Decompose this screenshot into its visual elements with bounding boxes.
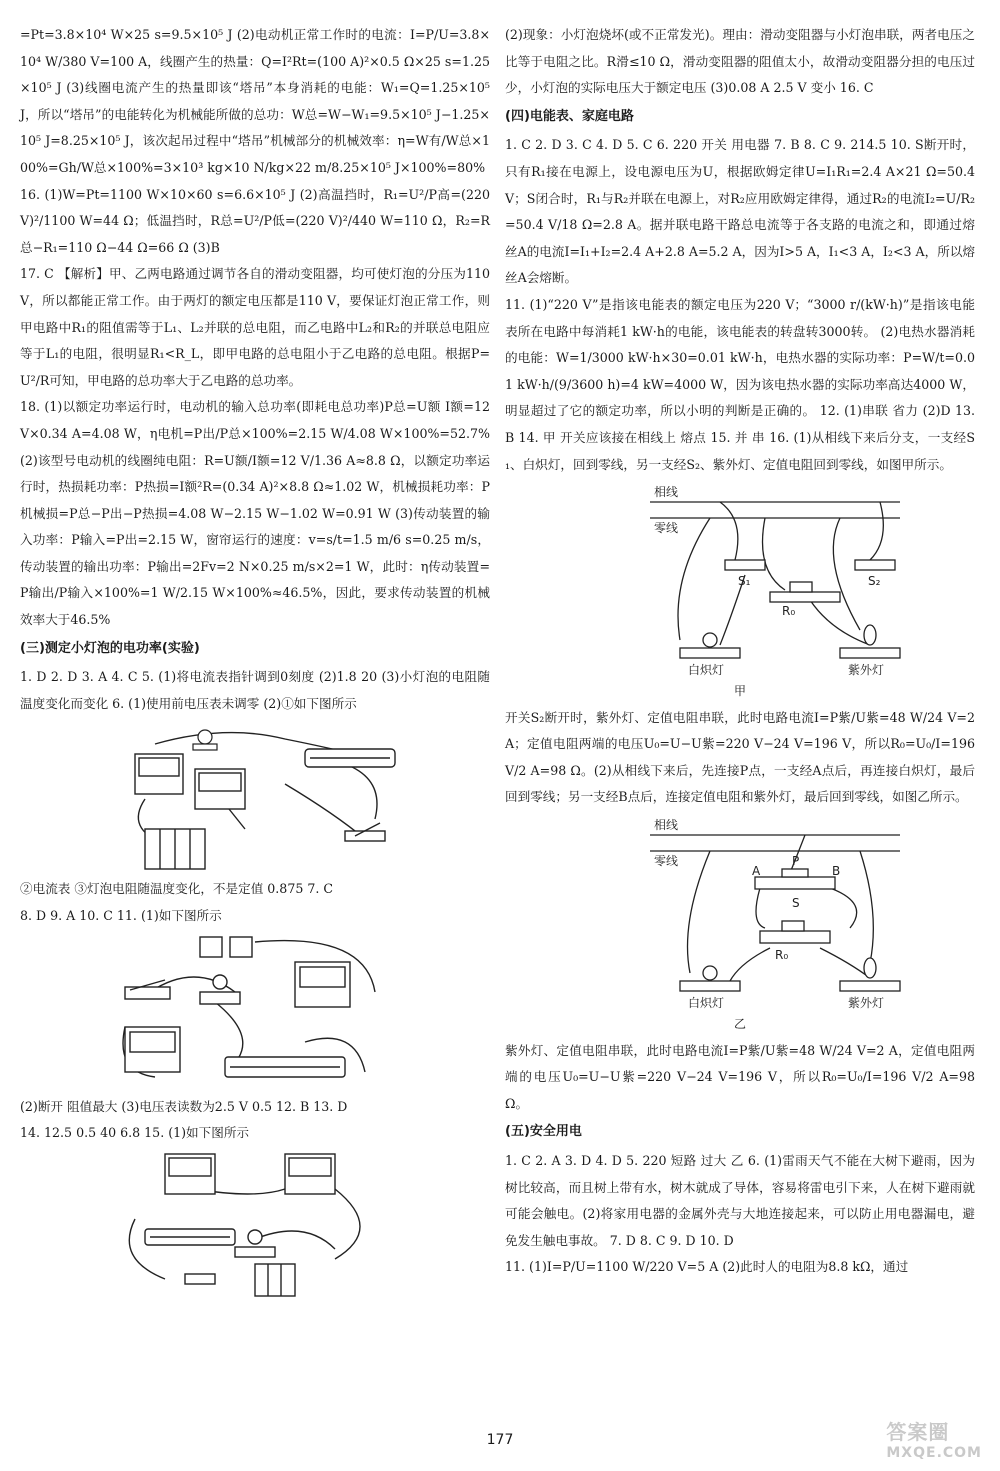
answer-17: 17. C 【解析】甲、乙两电路通过调节各自的滑动变阻器，均可使灯泡的分压为110 V，所以都能正常工作。由于两灯的额定电压都是110 V，要保证灯泡正常工作，则甲电路中R₁的阻值需等于L₁、L₂并联的总电阻，而乙电路中L₂和R₂的并联总电阻应等于L₁的电阻，很明显R₁<R_L，即甲电路的总电阻小于乙电路的总电阻。根据P=U²/R可知，甲电路的总功率大于乙电路的总功率。 bbox=[20, 266, 490, 388]
circuit-figure-3 bbox=[105, 1149, 405, 1299]
point-b-label: B bbox=[832, 864, 841, 879]
section-heading-4: (四)电能表、家庭电路 bbox=[505, 108, 634, 124]
answer-16: 16. (1)W=Pt=1100 W×10×60 s=6.6×10⁵ J (2)高温挡时，R₁=U²/P高=(220 V)²/1100 W=44 Ω；低温挡时，R总=U²/P低=(220 V)²/440 W=110 Ω，R₂=R总−R₁=110 Ω−44 Ω=66 Ω (3)B bbox=[20, 186, 490, 255]
answer-3e: 14. 12.5 0.5 40 6.8 15. (1)如下图所示 bbox=[20, 1125, 250, 1141]
answer-3d: (2)断开 阻值最大 (3)电压表读数为2.5 V 0.5 12. B 13. D bbox=[20, 1098, 348, 1114]
incandescent-lamp-label: 白炽灯 bbox=[688, 663, 725, 678]
answer-3b: ②电流表 ③灯泡电阻随温度变化，不是定值 0.875 7. C bbox=[20, 881, 333, 897]
page-number: 177 bbox=[486, 1432, 514, 1448]
wiring-diagram-jia bbox=[570, 480, 910, 680]
answer-18: 18. (1)以额定功率运行时，电动机的输入总功率(即耗电总功率)P总=U额 I额=12 V×0.34 A=4.08 W，η电机=P出/P总×100%=2.15 W/4.08 W×100%=52.7% (2)该型号电动机的线圈纯电阻：R=U额/I额=12 V/1.36 A≈8.8 Ω，以额定功率运行时，热损耗功率：P热损=I额²R=(0.34 A)²×8.8 Ω≈1.02 W，机械损耗功率：P机械损=P总−P出−P热损=4.08 W−2.15 W−1.02 W=0.91 W (3)传动装置的输入功率：P输入=P出=2.15 W，窗帘运行的速度：v=s/t=1.5 m/6 s=0.25 m/s，传动装置的输出功率：P输出=2Fv=2 N×0.25 m/s×2=1 W，此时：η传动装置=P输出/P输入×100%=1 W/2.15 W×100%≈46.5%，因此，要求传动装置的机械效率大于46.5% bbox=[20, 399, 490, 628]
live-wire-label: 相线 bbox=[654, 818, 679, 833]
figure-caption-yi: 乙 bbox=[733, 1017, 746, 1032]
live-wire-label: 相线 bbox=[654, 485, 679, 500]
incandescent-lamp-label: 白炽灯 bbox=[688, 996, 725, 1011]
neutral-wire-label: 零线 bbox=[654, 521, 679, 536]
watermark-logo bbox=[886, 1416, 982, 1461]
answer-continued: (2)现象：小灯泡烧坏(或不正常发光)。理由：滑动变阻器与小灯泡串联，两者电压之比等于电阻之比。R滑≤10 Ω，滑动变阻器的阻值太小，故滑动变阻器分担的电压过少，小灯泡的实际电压大于额定电压 (3)0.08 A 2.5 V 变小 16. C bbox=[505, 27, 975, 96]
uv-lamp-label: 紫外灯 bbox=[848, 996, 885, 1011]
answer-5b: 11. (1)I=P/U=1100 W/220 V=5 A (2)此时人的电阻为8.8 kΩ，通过 bbox=[505, 1259, 909, 1275]
answer-3a: 1. D 2. D 3. A 4. C 5. (1)将电流表指针调到0刻度 (2)1.8 20 (3)小灯泡的电阻随温度变化而变化 6. (1)使用前电压表未调零 (2)①如下图所示 bbox=[20, 669, 490, 711]
left-column bbox=[20, 22, 490, 1301]
watermark-text: 答案圈 bbox=[886, 1420, 950, 1444]
right-column bbox=[505, 22, 975, 1281]
answer-4a: 1. C 2. D 3. C 4. D 5. C 6. 220 开关 用电器 7. B 8. C 9. 214.5 10. S断开时，只有R₁接在电源上，设电源电压为U，根据欧姆定律U=I₁R₁=2.4 A×21 Ω=50.4 V；S闭合时，R₁与R₂并联在电源上，对R₂应用欧姆定律得，通过R₂的电流I₂=U/R₂=50.4 V/18 Ω=2.8 A。据并联电路干路总电流等于各支路的电流之和，即通过熔丝A的电流I=I₁+I₂=2.4 A+2.8 A=5.2 A，因为I>5 A，I₁<3 A，I₂<3 A，所以熔丝A会熔断。 bbox=[505, 137, 975, 286]
watermark-url: MXQE.COM bbox=[886, 1445, 982, 1461]
figure-caption-jia: 甲 bbox=[733, 684, 746, 699]
section-heading-3: (三)测定小灯泡的电功率(实验) bbox=[20, 640, 200, 656]
uv-lamp-label: 紫外灯 bbox=[848, 663, 885, 678]
resistor-r0-label: R₀ bbox=[775, 948, 789, 963]
section-heading-5: (五)安全用电 bbox=[505, 1124, 582, 1140]
answer-block-1: =Pt=3.8×10⁴ W×25 s=9.5×10⁵ J (2)电动机正常工作时的电流：I=P/U=3.8×10⁴ W/380 V=100 A，线圈产生的热量：Q=I²Rt=(100 A)²×0.5 Ω×25 s=1.25×10⁵ J (3)线圈电流产生的热量即该“塔吊”本身消耗的电能：W₁=Q=1.25×10⁵ J，所以“塔吊”的电能转化为机械能所做的总功：W总=W−W₁=9.5×10⁵ J−1.25×10⁵ J=8.25×10⁵ J，该次起吊过程中“塔吊”机械部分的机械效率：η=W有/W总×100%=Gh/W总×100%=3×10³ kg×10 N/kg×22 m/8.25×10⁵ J×100%=80% bbox=[20, 27, 490, 175]
answer-4b: 11. (1)“220 V”是指该电能表的额定电压为220 V；“3000 r/(kW·h)”是指该电能表所在电路中每消耗1 kW·h的电能，该电能表的转盘转3000转。 (2)电热水器消耗的电能：W=1/3000 kW·h×30=0.01 kW·h，电热水器的实际功率：P=W/t=0.01 kW·h/(9/3600 h)=4 kW=4000 W，因为该电热水器的实际功率高达4000 W，明显超过了它的额定功率，所以小明的判断是正确的。 12. (1)串联 省力 (2)D 13. B 14. 甲 开关应该接在相线上 熔点 15. 并 串 16. (1)从相线下来后分支，一支经S₁、白炽灯，回到零线，另一支经S₂、紫外灯、定值电阻回到零线，如图甲所示。 bbox=[505, 296, 975, 472]
switch-s-label: S bbox=[792, 896, 800, 911]
switch-s2-label: S₂ bbox=[868, 574, 881, 589]
point-p-label: P bbox=[792, 854, 800, 869]
answer-4c: 开关S₂断开时，紫外灯、定值电阻串联，此时电路电流I=P紫/U紫=48 W/24 V=2 A；定值电阻两端的电压U₀=U−U紫=220 V−24 V=196 V，所以R₀=U₀/I=196 V/2 A=98 Ω。(2)从相线下来后，先连接P点，一支经A点后，再连接白炽灯，最后回到零线；另一支经B点后，连接定值电阻和紫外灯，最后回到零线，如图乙所示。 bbox=[505, 709, 975, 805]
circuit-figure-1 bbox=[105, 719, 405, 874]
answer-4d: 紫外灯、定值电阻串联，此时电路电流I=P紫/U紫=48 W/24 V=2 A，定值电阻两端的电压U₀=U−U紫=220 V−24 V=196 V，所以R₀=U₀/I=196 V/2 A=98 Ω。 bbox=[505, 1042, 975, 1111]
answer-3c: 8. D 9. A 10. C 11. (1)如下图所示 bbox=[20, 908, 222, 924]
circuit-figure-2 bbox=[105, 932, 405, 1092]
answer-5a: 1. C 2. A 3. D 4. D 5. 220 短路 过大 乙 6. (1)雷雨天气不能在大树下避雨，因为树比较高，而且树上带有水，树木就成了导体，容易将雷电引下来，人在树下避雨就可能会触电。(2)将家用电器的金属外壳与大地连接起来，可以防止用电器漏电，避免发生触电事故。 7. D 8. C 9. D 10. D bbox=[505, 1153, 975, 1248]
resistor-r0-label: R₀ bbox=[782, 604, 796, 619]
wiring-diagram-yi bbox=[570, 813, 910, 1013]
neutral-wire-label: 零线 bbox=[654, 854, 679, 869]
switch-s1-label: S₁ bbox=[738, 574, 751, 589]
point-a-label: A bbox=[752, 864, 761, 879]
